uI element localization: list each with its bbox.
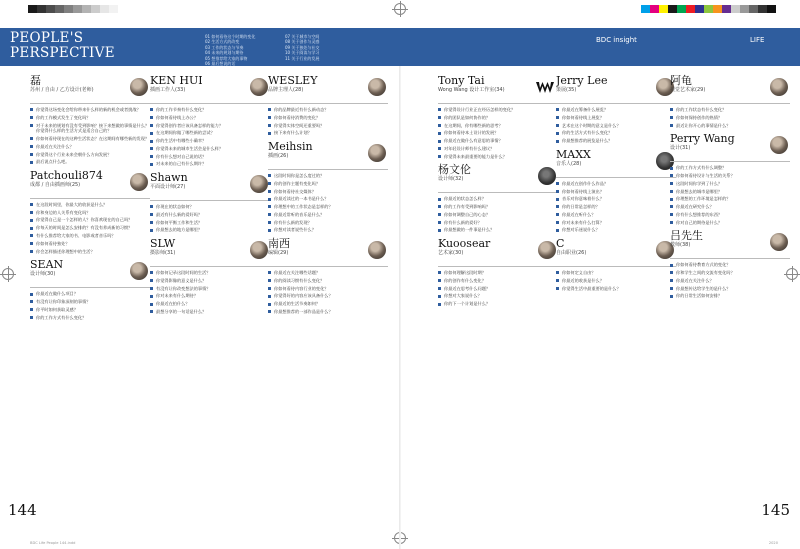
- interviewee-name: Shawn: [150, 171, 188, 185]
- color-swatch: [100, 5, 109, 13]
- footer-slug-right: 2020: [768, 541, 778, 545]
- interviewee-role: 插画工作人(33): [150, 87, 186, 93]
- interviewee-block: [30, 74, 150, 165]
- interview-question: 在这期间，你有哪些新的思考？: [438, 123, 558, 129]
- interview-question: 你的阅读习惯有什么变化？: [268, 278, 388, 284]
- interview-question: 在这期间你做了哪些新的尝试？: [150, 130, 270, 136]
- column-6: [670, 74, 790, 303]
- question-list-item: 06 最后想说的话: [205, 61, 236, 67]
- interview-question: 你的品牌最近有什么新动态？: [268, 107, 388, 113]
- page-number-right: 145: [761, 501, 790, 519]
- interviewee-role: 编辑(29): [268, 250, 289, 256]
- interview-question: 你觉得影像的意义是什么？: [150, 278, 270, 284]
- color-swatch: [109, 5, 118, 13]
- interviewee-block: [438, 163, 558, 233]
- question-list-item: 02 生活方式的改变: [205, 39, 240, 45]
- interviewee-block: [438, 74, 558, 159]
- interview-question: 你如何看待本土设计的发展？: [438, 130, 558, 136]
- interview-question: 你最想推荐的展览是什么？: [556, 138, 676, 144]
- interview-question: 你最近的收获是什么？: [556, 278, 676, 284]
- interview-question: 你的生活方式有什么变化？: [556, 130, 676, 136]
- interviewee-block: [438, 237, 558, 307]
- interviewee-header: [30, 169, 150, 199]
- interview-question: 你觉得设计行业正在经历怎样的变化？: [438, 107, 558, 113]
- interview-question: 你的团队是如何协作的？: [438, 115, 558, 121]
- question-list-item: 09 关于独处与社交: [285, 44, 320, 50]
- interview-qa-list: [556, 181, 676, 233]
- interview-question: 你最近读过的一本书是什么？: [268, 196, 388, 202]
- interviewee-block: [670, 229, 790, 299]
- interview-qa-list: [670, 165, 790, 225]
- interview-qa-list: [268, 107, 388, 136]
- color-swatches-right: [641, 5, 776, 13]
- interview-question: 你理想中的工作状态是怎样的？: [268, 204, 388, 210]
- interview-question: 你最近在思考什么问题？: [438, 286, 558, 292]
- interview-qa-list: [30, 291, 150, 320]
- interviewee-name: SLW: [150, 237, 176, 250]
- question-list-item: 11 关于行业的发展: [285, 55, 320, 61]
- interview-question: 你的工作有受到影响吗？: [438, 204, 558, 210]
- color-swatch: [767, 5, 776, 13]
- interview-question: 你有什么新的发现？: [268, 220, 388, 226]
- interview-question: 你如何理解这段时期？: [438, 270, 558, 276]
- interviewee-name: C: [556, 237, 565, 250]
- interview-question: 你觉得这个行业未来会朝什么方向发展？: [30, 152, 150, 158]
- interview-question: 你对自己的期待是什么？: [670, 220, 790, 226]
- interview-question: 你想对大家说什么？: [438, 293, 558, 299]
- interviewee-name: Kuoosear: [438, 237, 491, 250]
- interview-qa-list: [150, 270, 270, 315]
- interview-qa-list: [268, 173, 388, 233]
- interviewee-name: KEN HUI: [150, 74, 203, 87]
- interviewee-role: 艺术家(30): [438, 250, 464, 256]
- question-list-item: 05 想推荐给大家的事物: [205, 55, 248, 61]
- color-swatch: [82, 5, 91, 13]
- interview-qa-list: [438, 196, 558, 233]
- interviewee-name: Meihsin: [268, 139, 313, 153]
- interviewee-header: [556, 74, 676, 104]
- interviewee-role: 苏州 / 自由 / 乙方设计(老师): [30, 87, 94, 93]
- interview-question: 你对未来有什么期待？: [150, 293, 270, 299]
- interview-question: 接下来有什么计划？: [268, 130, 388, 136]
- color-swatch: [64, 5, 73, 13]
- interview-question: 对未来的自己有什么期许？: [150, 161, 270, 167]
- interview-question: 最近让你开心的事情是什么？: [670, 123, 790, 129]
- interview-question: 你如何保持创作的热情？: [670, 115, 790, 121]
- question-list-item: 07 关于城市与空间: [285, 34, 320, 39]
- interview-question: 你的下一个计划是什么？: [438, 301, 558, 307]
- interview-question: 你最近在做什么项目？: [30, 291, 150, 297]
- question-list-item: 04 未来的规划与期待: [205, 50, 244, 56]
- interview-question: 你如何看待教育方式的变化？: [670, 262, 790, 268]
- question-list-1: [205, 34, 277, 66]
- interview-question: 你最近在筹备什么展览？: [556, 107, 676, 113]
- interview-question: 你最近在研究什么？: [670, 204, 790, 210]
- interviewee-block: [268, 237, 388, 315]
- interview-question: 你觉得创作者应该具备怎样的能力？: [150, 123, 270, 129]
- interviewee-header: [670, 229, 790, 259]
- interviewee-block: [670, 74, 790, 128]
- interviewee-role: 教师(38): [670, 242, 691, 249]
- interviewee-block: [556, 237, 676, 291]
- interview-qa-list: [438, 270, 558, 307]
- interview-question: 你如何看待现在的这种生活状态？在这期间有哪些新的发现？: [30, 136, 150, 142]
- interviewee-header: [268, 74, 388, 104]
- interview-question: 你最近在听什么？: [556, 212, 676, 218]
- interviewee-header: [670, 74, 790, 104]
- interviewee-header: [30, 258, 150, 288]
- interview-qa-list: [556, 270, 676, 291]
- interview-question: 你如何看待线上演出？: [556, 189, 676, 195]
- interviewee-name: 磊: [30, 74, 41, 87]
- interview-qa-list: [670, 262, 790, 299]
- life-label: LIFE: [750, 36, 765, 44]
- insight-label: BDC insight: [596, 36, 637, 44]
- interviewee-header: [556, 148, 676, 178]
- avatar: [368, 241, 386, 259]
- question-list-item: 03 工作的状态与节奏: [205, 44, 244, 50]
- interview-question: 你想对读者说些什么？: [268, 227, 388, 233]
- interview-question: 最想分享的一句话是什么？: [150, 309, 270, 315]
- interview-qa-list: [670, 107, 790, 128]
- interview-question: 你觉得好的内容应该具备什么？: [268, 293, 388, 299]
- avatar: [250, 175, 268, 193]
- interview-question: 你的工作节奏有什么变化？: [150, 107, 270, 113]
- color-swatch: [55, 5, 64, 13]
- interview-question: 你每天的时间是怎么安排的？有没有养成新的习惯？: [30, 225, 150, 231]
- interviewee-name: 杨文伦: [438, 163, 471, 177]
- interviewee-name: MAXX: [556, 147, 591, 161]
- interviewee-name: WESLEY: [268, 74, 318, 87]
- interviewee-role: 音乐人(28): [556, 160, 582, 167]
- interviewee-role: 视觉艺术家(29): [670, 87, 706, 93]
- interview-question: 你最近在关注什么？: [670, 278, 790, 284]
- interview-question: 你现在的状态如何？: [150, 204, 270, 210]
- interview-question: 你的日常是怎样的？: [556, 204, 676, 210]
- registration-mark-icon: [394, 3, 406, 15]
- interview-question: 你如何看待线上办公？: [150, 115, 270, 121]
- interview-question: 你最想推荐的一部作品是什么？: [268, 309, 388, 315]
- avatar: [368, 144, 386, 162]
- question-list-item: 10 关于阅读与学习: [285, 50, 320, 56]
- avatar: [130, 173, 148, 191]
- interview-question: 你觉得未来的城市生活会是什么样？: [150, 146, 270, 152]
- interview-question: 你的日常生活如何安排？: [670, 293, 790, 299]
- color-swatch: [28, 5, 37, 13]
- interview-qa-list: [556, 107, 676, 144]
- interview-qa-list: [438, 107, 558, 159]
- header-band-right: [400, 28, 800, 66]
- interview-question: 这段时间你是怎么度过的？: [268, 173, 388, 179]
- interview-question: 你对未来有什么打算？: [556, 220, 676, 226]
- interviewee-block: [30, 169, 150, 254]
- interview-qa-list: [268, 270, 388, 315]
- interview-qa-list: [150, 204, 270, 233]
- header-band-left: [0, 28, 400, 66]
- color-swatch: [650, 5, 659, 13]
- interviewee-header: [268, 237, 388, 267]
- interview-question: 你觉得实体空间还重要吗？: [268, 123, 388, 129]
- interview-question: 你如何看待社交媒体？: [268, 189, 388, 195]
- interviewee-name: 阿龟: [670, 74, 692, 87]
- color-swatch: [73, 5, 82, 13]
- avatar: [250, 241, 268, 259]
- interview-question: 你最近常听的音乐是什么？: [268, 212, 388, 218]
- interviewee-block: [268, 140, 388, 233]
- interview-question: 对于未来的规划有没有受到影响？接下来想做的事情是什么？你觉得什么样的生活方式是适合自己的？: [30, 123, 150, 134]
- section-title: [10, 31, 115, 61]
- spread-gutter: [399, 66, 401, 549]
- interviewee-header: [438, 237, 558, 267]
- interviewee-name: Jerry Lee: [556, 74, 608, 87]
- interviewee-header: [556, 237, 676, 267]
- interview-question: 你会怎样描述你理想中的生活？: [30, 249, 150, 255]
- color-swatch: [686, 5, 695, 13]
- question-list-item: 01 如何看待这个时期的变化: [205, 34, 256, 39]
- interviewee-header: [268, 140, 388, 170]
- color-swatch: [677, 5, 686, 13]
- interview-question: 你如何调整自己的心态？: [438, 212, 558, 218]
- interviewee-name: 吕先生: [670, 229, 703, 243]
- color-swatch: [46, 5, 55, 13]
- column-5: [556, 74, 676, 295]
- title-line-1: PEOPLE'S: [10, 30, 84, 46]
- footer-slug-left: BDC Life People 144.indd: [30, 541, 76, 545]
- interview-question: 最近有什么新的爱好吗？: [150, 212, 270, 218]
- interviewee-role: 品牌主理人(28): [268, 87, 304, 93]
- title-line-2: PERSPECTIVE: [10, 45, 115, 61]
- interview-question: 艺术在这个时期的意义是什么？: [556, 123, 676, 129]
- interview-question: 你最想传达给学生的是什么？: [670, 286, 790, 292]
- color-swatch: [740, 5, 749, 13]
- interviewee-role: 策展(35): [556, 87, 577, 93]
- interview-question: 你最近在创作什么作品？: [556, 181, 676, 187]
- interviewee-header: [150, 74, 270, 104]
- interviewee-role: 摄影师(31): [150, 250, 176, 256]
- interviewee-role: 平面设计师(27): [150, 184, 186, 191]
- interview-question: 你如何看待独处？: [30, 241, 150, 247]
- interview-question: 你和学生之间的交流有变化吗？: [670, 270, 790, 276]
- color-swatch: [749, 5, 758, 13]
- interview-question: 你的工作方式有什么变化？: [30, 315, 150, 321]
- interviewee-block: [150, 171, 270, 233]
- interview-question: 你有什么新的爱好？: [438, 220, 558, 226]
- interview-question: 你平时如何获取灵感？: [30, 307, 150, 313]
- interviewee-block: [670, 132, 790, 225]
- color-swatch: [37, 5, 46, 13]
- interview-question: 你和身边的人关系有变化吗？: [30, 210, 150, 216]
- avatar: [770, 78, 788, 96]
- avatar: [250, 78, 268, 96]
- interview-question: 你如何看待消费的变化？: [268, 115, 388, 121]
- interview-question: 你的创作有什么变化？: [438, 278, 558, 284]
- interview-question: 你的创作主题有变化吗？: [268, 181, 388, 187]
- interview-question: 你觉得生活中最重要的是什么？: [556, 286, 676, 292]
- interview-question: 你觉得未来最重要的能力是什么？: [438, 154, 558, 160]
- interviewee-role: Wong Wang 设计工作室(34): [438, 87, 505, 93]
- column-4: [438, 74, 558, 311]
- color-swatch: [704, 5, 713, 13]
- interviewee-role: 设计师(32): [438, 176, 464, 183]
- interview-question: 你如何看待内容行业的变化？: [268, 286, 388, 292]
- interviewee-header: [150, 171, 270, 201]
- color-swatch: [668, 5, 677, 13]
- interview-question: 你如何看待线上展览？: [556, 115, 676, 121]
- avatar: [538, 241, 556, 259]
- interview-question: 你最想做的一件事是什么？: [438, 227, 558, 233]
- column-3: [268, 74, 388, 319]
- question-list-item: 08 关于创作与灵感: [285, 39, 320, 45]
- color-swatch: [641, 5, 650, 13]
- interview-question: 有什么推荐给大家的书、电影或者音乐吗？: [30, 233, 150, 239]
- interviewee-block: [150, 74, 270, 167]
- interviewee-name: SEAN: [30, 258, 64, 272]
- interviewee-header: [30, 74, 150, 104]
- interview-question: 你觉得自己是一个怎样的人？你喜欢现在的自己吗？: [30, 217, 150, 223]
- interviewee-block: [30, 258, 150, 320]
- avatar: [368, 78, 386, 96]
- column-2: [150, 74, 270, 319]
- interviewee-block: [268, 74, 388, 136]
- interview-question: 你最想去的城市是哪里？: [670, 189, 790, 195]
- interviewee-header: [150, 237, 270, 267]
- interviewee-role: 成都 / 自由插画师(25): [30, 181, 81, 188]
- brand-logo-icon: [536, 82, 554, 93]
- interviewee-header: [438, 74, 558, 104]
- interview-question: 有没有让你改变想法的事情？: [150, 286, 270, 292]
- interviewee-block: [556, 74, 676, 144]
- interview-question: 最后说点什么吧。: [30, 159, 150, 165]
- interviewee-name: Tony Tai: [438, 74, 485, 87]
- interview-question: 你想对乐迷说什么？: [556, 227, 676, 233]
- interview-question: 你如何定义自由？: [556, 270, 676, 276]
- interview-question: 你最近在做什么有意思的事情？: [438, 138, 558, 144]
- color-swatch: [713, 5, 722, 13]
- interviewee-role: 设计(31): [670, 145, 691, 152]
- interviewee-role: 插画(26): [268, 152, 289, 159]
- interview-question: 音乐对你意味着什么？: [556, 196, 676, 202]
- interview-question: 你如何看待设计与生活的关系？: [670, 173, 790, 179]
- interview-question: 你最近的状态怎么样？: [438, 196, 558, 202]
- registration-mark-icon: [2, 268, 14, 280]
- color-swatch: [695, 5, 704, 13]
- interview-question: 你有什么想推荐的东西？: [670, 212, 790, 218]
- color-swatch: [659, 5, 668, 13]
- interview-question: 你最想去的地方是哪里？: [150, 227, 270, 233]
- interviewee-block: [150, 237, 270, 315]
- color-swatch: [722, 5, 731, 13]
- interview-question: 你如何平衡工作和生活？: [150, 220, 270, 226]
- interviewee-name: Perry Wang: [670, 132, 735, 146]
- interview-question: 你理想的工作环境是怎样的？: [670, 196, 790, 202]
- color-swatch: [758, 5, 767, 13]
- interview-qa-list: [150, 107, 270, 167]
- interview-question: 你最近在关注什么？: [30, 144, 150, 150]
- interviewee-header: [438, 163, 558, 193]
- interview-question: 你的工作状态有什么变化？: [670, 107, 790, 113]
- interview-question: 你的工作模式发生了变化吗？: [30, 115, 150, 121]
- interviewee-name: 南西: [268, 237, 290, 250]
- interview-question: 你有什么想对自己说的话？: [150, 154, 270, 160]
- interview-question: 有没有让你印象深刻的事情？: [30, 299, 150, 305]
- interview-question: 你最近在关注哪些话题？: [268, 270, 388, 276]
- column-1: [30, 74, 150, 324]
- interview-qa-list: [30, 202, 150, 254]
- interview-question: 你最近的生活节奏如何？: [268, 301, 388, 307]
- interviewee-name: Patchouli874: [30, 168, 103, 182]
- question-list-2: [285, 34, 357, 61]
- color-swatches-left: [28, 5, 118, 13]
- interview-question: 你如何记录这段时间的生活？: [150, 270, 270, 276]
- page-number-left: 144: [8, 501, 37, 519]
- interviewee-role: 设计师(30): [30, 271, 56, 278]
- color-swatch: [731, 5, 740, 13]
- interview-question: 你的工作方式有什么调整？: [670, 165, 790, 171]
- interview-qa-list: [30, 107, 150, 165]
- interview-question: 你的生活中有哪些小确幸？: [150, 138, 270, 144]
- interview-question: 你觉得这场变化会给你带来什么样的新的机会或者挑战？: [30, 107, 150, 113]
- interviewee-role: 自由职业(26): [556, 250, 587, 256]
- interview-question: 对年轻设计师有什么建议？: [438, 146, 558, 152]
- interview-question: 在这段时间里，你最大的收获是什么？: [30, 202, 150, 208]
- color-swatch: [91, 5, 100, 13]
- interview-question: 这段时间你学到了什么？: [670, 181, 790, 187]
- interviewee-block: [556, 148, 676, 233]
- interviewee-header: [670, 132, 790, 162]
- avatar: [130, 78, 148, 96]
- interview-question: 你最近在拍什么？: [150, 301, 270, 307]
